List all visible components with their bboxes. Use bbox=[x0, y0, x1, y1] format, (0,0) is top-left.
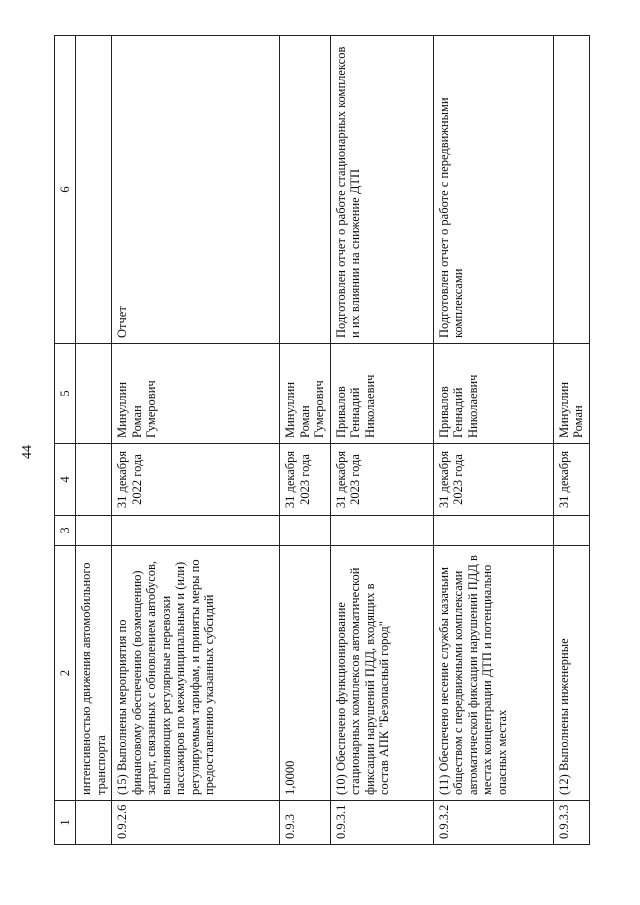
row-date: 31 декабря 2023 года bbox=[280, 444, 331, 516]
activities-table bbox=[54, 35, 590, 845]
row-person: Привалов Геннадий Николаевич bbox=[433, 344, 553, 444]
row-col3 bbox=[112, 516, 280, 546]
row-name: (15) Выполнены мероприятия по финансовому обеспечению (возмещению) затрат, связанных с обновлением автобусов, выполняющих регулярные перевозки пассажиров по межмуниципальным и (или) регулируемым тарифам, и приняты меры по предоставлению указанных субсидий bbox=[112, 546, 280, 801]
row-date: 31 декабря 2022 года bbox=[112, 444, 280, 516]
row-person: Минуллин Роман bbox=[553, 344, 589, 444]
row-result: Отчет bbox=[112, 36, 280, 344]
row-col3 bbox=[330, 516, 433, 546]
row-person bbox=[76, 344, 112, 444]
row-name: (12) Выполнены инженерные bbox=[553, 546, 589, 801]
row-col3 bbox=[433, 516, 553, 546]
row-name: (10) Обеспечено функционирование стационарных комплексов автоматической фиксации нарушений ПДД, входящих в состав АПК "Безопасный город" bbox=[330, 546, 433, 801]
row-result bbox=[553, 36, 589, 344]
row-code: 0.9.3.2 bbox=[433, 801, 553, 845]
row-col3 bbox=[76, 516, 112, 546]
header-col-2: 2 bbox=[55, 546, 76, 801]
header-col-1: 1 bbox=[55, 801, 76, 845]
table-row bbox=[433, 36, 553, 845]
table-row bbox=[112, 36, 280, 845]
header-row bbox=[55, 36, 76, 845]
row-person: Привалов Геннадий Николаевич bbox=[330, 344, 433, 444]
table-row bbox=[553, 36, 589, 845]
row-name: интенсивностью движения автомобильного транспорта bbox=[76, 546, 112, 801]
rotated-table-container bbox=[54, 35, 586, 845]
header-col-6: 6 bbox=[55, 36, 76, 344]
row-date: 31 декабря bbox=[553, 444, 589, 516]
row-result: Подготовлен отчет о работе с передвижными комплексами bbox=[433, 36, 553, 344]
row-date: 31 декабря 2023 года bbox=[433, 444, 553, 516]
row-person: Минуллин Роман Гумерович bbox=[280, 344, 331, 444]
header-col-4: 4 bbox=[55, 444, 76, 516]
row-date: 31 декабря 2023 года bbox=[330, 444, 433, 516]
row-code: 0.9.3.1 bbox=[330, 801, 433, 845]
header-col-3: 3 bbox=[55, 516, 76, 546]
row-code: 0.9.3 bbox=[280, 801, 331, 845]
row-code: 0.9.3.3 bbox=[553, 801, 589, 845]
row-code: 0.9.2.6 bbox=[112, 801, 280, 845]
row-col3 bbox=[553, 516, 589, 546]
row-code bbox=[76, 801, 112, 845]
table-row bbox=[76, 36, 112, 845]
row-result: Подготовлен отчет о работе стационарных комплексов и их влиянии на снижение ДТП bbox=[330, 36, 433, 344]
row-person: Минуллин Роман Гумерович bbox=[112, 344, 280, 444]
header-col-5: 5 bbox=[55, 344, 76, 444]
row-name: (11) Обеспечено несение службы казачьим обществом с передвижными комплексами автоматической фиксации нарушений ПДД в местах концентрации ДТП и потенциально опасных местах bbox=[433, 546, 553, 801]
table-row bbox=[330, 36, 433, 845]
page-number: 44 bbox=[20, 445, 35, 459]
row-col3 bbox=[280, 516, 331, 546]
row-date bbox=[76, 444, 112, 516]
table-row bbox=[280, 36, 331, 845]
row-name: 1,0000 bbox=[280, 546, 331, 801]
row-result bbox=[76, 36, 112, 344]
row-result bbox=[280, 36, 331, 344]
